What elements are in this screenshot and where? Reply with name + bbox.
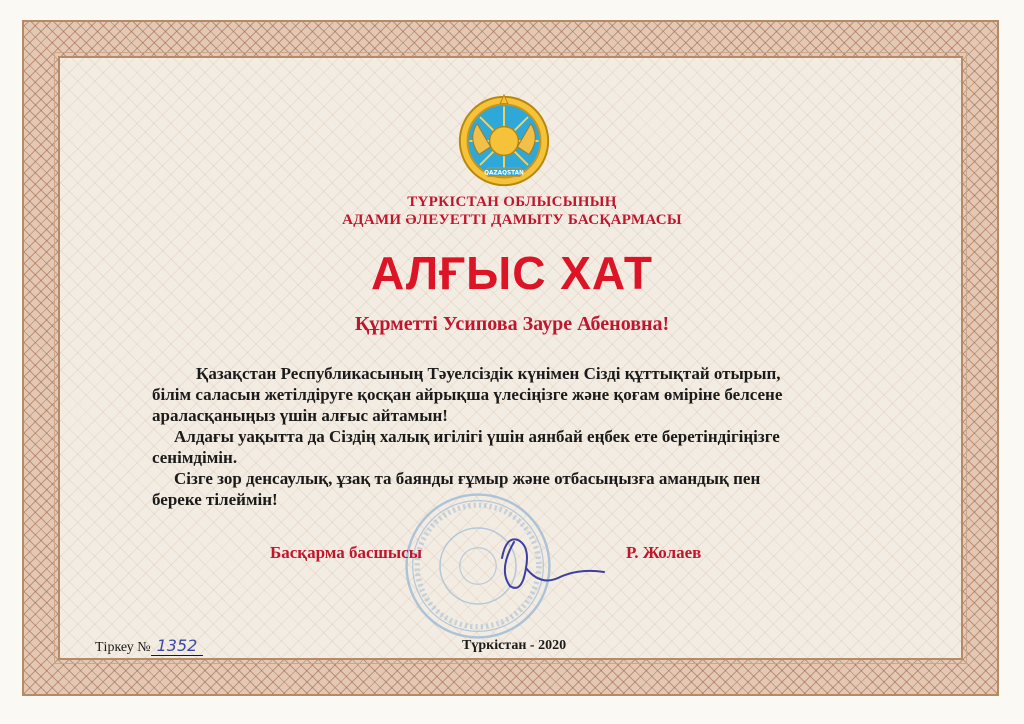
body-line: Алдағы уақытта да Сіздің халық игілігі үшін аянбай еңбек ете беретіндігіңізге — [174, 427, 780, 446]
document-title: АЛҒЫС ХАТ — [371, 247, 653, 299]
registration-number: 1352 — [151, 636, 204, 656]
body-line: береке тілеймін! — [152, 490, 278, 509]
body-line: Қазақстан Республикасының Тәуелсіздік күнімен Сізді құттықтай отырып, — [196, 364, 781, 383]
signatory-name: Р. Жолаев — [626, 543, 702, 562]
registration-info — [95, 636, 203, 656]
recipient-greeting: Құрметті Усипова Зауре Абеновна! — [354, 313, 670, 335]
place-and-year: Түркістан - 2020 — [462, 638, 567, 653]
body-line: білім саласын жетілдіруге қосқан айрықша үлесіңізге және қоғам өміріне белсене — [152, 385, 783, 404]
body-line: сенімдімін. — [152, 448, 238, 467]
emblem-label: QAZAQSTAN — [484, 170, 524, 177]
state-emblem-icon — [456, 93, 552, 189]
registration-label: Тіркеу № — [95, 640, 151, 655]
authority-name-line1: ТҮРКІСТАН ОБЛЫСЫНЫҢ — [407, 194, 617, 210]
body-line: Сізге зор денсаулық, ұзақ та баянды ғұмыр және отбасыңызға амандық пен — [174, 469, 761, 488]
body-line: араласқаныңыз үшін алғыс айтамын! — [152, 406, 448, 425]
signatory-title: Басқарма басшысы — [270, 543, 422, 562]
authority-name-line2: АДАМИ ӘЛЕУЕТТІ ДАМЫТУ БАСҚАРМАСЫ — [342, 212, 682, 228]
letter-body — [152, 363, 892, 510]
signature-icon — [492, 528, 612, 600]
